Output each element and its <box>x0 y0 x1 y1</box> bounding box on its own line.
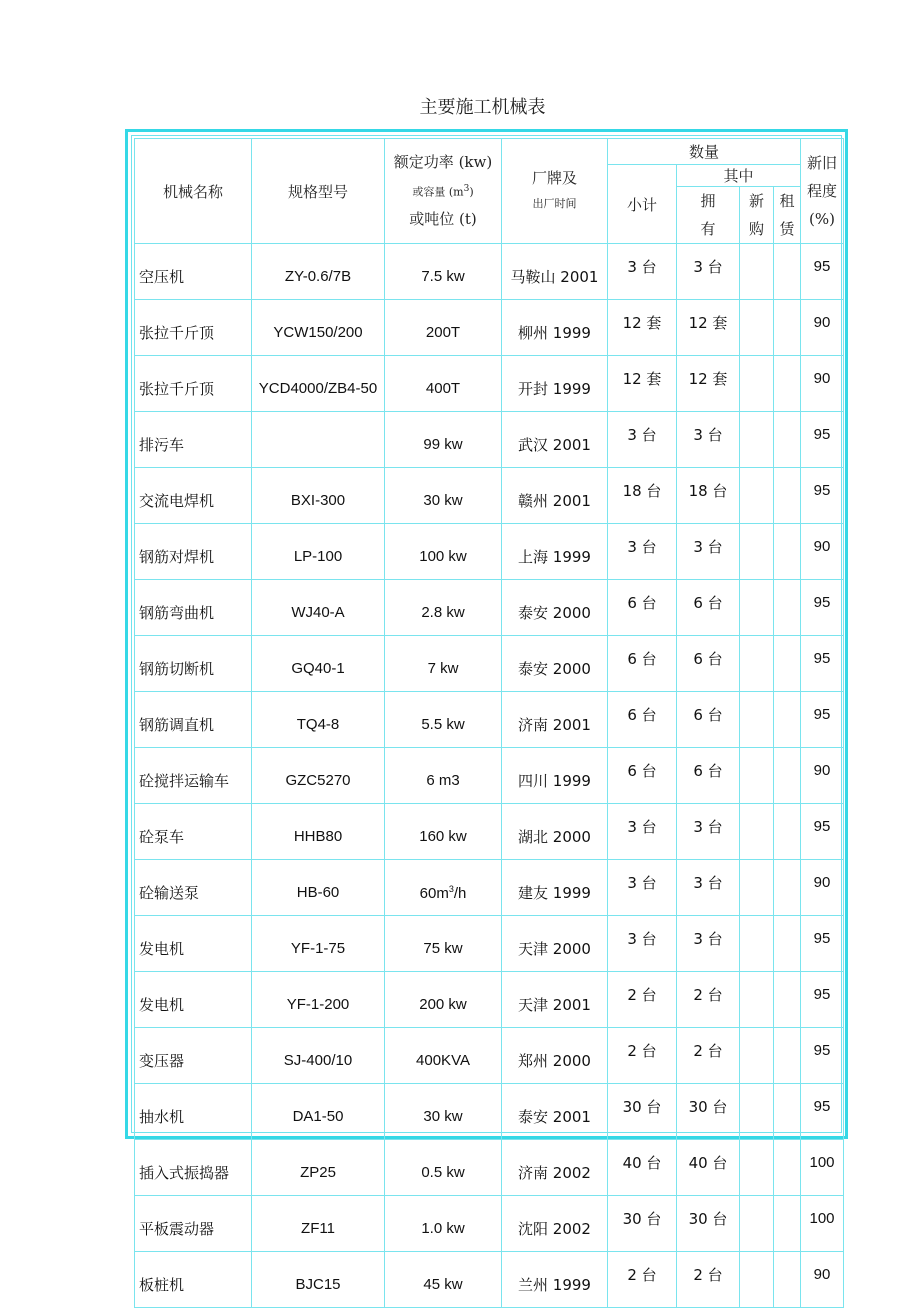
model-cell: BXI-300 <box>252 468 385 524</box>
new-purchase-cell <box>740 412 774 468</box>
machine-name-cell: 排污车 <box>135 412 252 468</box>
machine-name-cell: 变压器 <box>135 1028 252 1084</box>
machine-name-cell: 发电机 <box>135 972 252 1028</box>
condition-cell: 90 <box>801 860 844 916</box>
header-power-line2 <box>385 176 501 206</box>
subtotal-cell: 3 台 <box>608 412 677 468</box>
owned-cell: 3 台 <box>677 524 740 580</box>
subtotal-cell: 12 套 <box>608 356 677 412</box>
power-cell: 45 kw <box>385 1252 502 1308</box>
power-cell: 30 kw <box>385 468 502 524</box>
header-name: 机械名称 <box>135 139 252 244</box>
subtotal-cell: 30 台 <box>608 1196 677 1252</box>
rented-cell <box>774 860 801 916</box>
table-row <box>135 300 844 356</box>
header-rent-char2: 赁 <box>779 220 795 238</box>
owned-cell: 40 台 <box>677 1140 740 1196</box>
power-cell: 6 m3 <box>385 748 502 804</box>
owned-cell: 2 台 <box>677 972 740 1028</box>
model-cell: HB-60 <box>252 860 385 916</box>
subtotal-cell: 3 台 <box>608 916 677 972</box>
condition-cell: 95 <box>801 804 844 860</box>
condition-cell: 95 <box>801 412 844 468</box>
rented-cell <box>774 1196 801 1252</box>
table-row <box>135 1252 844 1308</box>
header-subtotal: 小计 <box>608 165 677 244</box>
condition-cell: 90 <box>801 356 844 412</box>
header-owned-char2: 有 <box>700 220 716 238</box>
power-cell: 400T <box>385 356 502 412</box>
model-cell: TQ4-8 <box>252 692 385 748</box>
table-row <box>135 804 844 860</box>
power-cell: 200T <box>385 300 502 356</box>
power-cell: 5.5 kw <box>385 692 502 748</box>
new-purchase-cell <box>740 860 774 916</box>
new-purchase-cell <box>740 916 774 972</box>
condition-cell: 90 <box>801 524 844 580</box>
table-row <box>135 580 844 636</box>
subtotal-cell: 2 台 <box>608 1252 677 1308</box>
power-cell: 200 kw <box>385 972 502 1028</box>
model-cell: WJ40-A <box>252 580 385 636</box>
power-unit-suffix: /h <box>453 884 467 902</box>
power-cell: 0.5 kw <box>385 1140 502 1196</box>
table-row <box>135 1196 844 1252</box>
brand-year-cell: 建友 1999 <box>502 860 608 916</box>
power-cell <box>385 860 502 916</box>
power-cell: 75 kw <box>385 916 502 972</box>
subtotal-cell: 6 台 <box>608 636 677 692</box>
power-cell: 30 kw <box>385 1084 502 1140</box>
header-quantity: 数量 <box>608 139 801 165</box>
model-cell: DA1-50 <box>252 1084 385 1140</box>
owned-cell: 6 台 <box>677 636 740 692</box>
brand-year-cell: 天津 2000 <box>502 916 608 972</box>
owned-cell: 3 台 <box>677 916 740 972</box>
new-purchase-cell <box>740 300 774 356</box>
rented-cell <box>774 468 801 524</box>
table-row <box>135 748 844 804</box>
brand-year-cell: 泰安 2000 <box>502 580 608 636</box>
brand-year-cell: 天津 2001 <box>502 972 608 1028</box>
model-cell: LP-100 <box>252 524 385 580</box>
power-cell: 1.0 kw <box>385 1196 502 1252</box>
header-brand-line1: 厂牌及 <box>531 169 577 187</box>
new-purchase-cell <box>740 356 774 412</box>
rented-cell <box>774 580 801 636</box>
machine-name-cell: 张拉千斤顶 <box>135 300 252 356</box>
subtotal-cell: 3 台 <box>608 804 677 860</box>
machine-name-cell: 砼输送泵 <box>135 860 252 916</box>
table-row <box>135 412 844 468</box>
brand-year-cell: 湖北 2000 <box>502 804 608 860</box>
owned-cell: 2 台 <box>677 1028 740 1084</box>
rented-cell <box>774 356 801 412</box>
model-cell: YF-1-200 <box>252 972 385 1028</box>
condition-cell: 95 <box>801 636 844 692</box>
machine-name-cell: 钢筋弯曲机 <box>135 580 252 636</box>
owned-cell: 12 套 <box>677 356 740 412</box>
header-power-line2-prefix: 或容量 (m <box>412 185 464 199</box>
owned-cell: 3 台 <box>677 804 740 860</box>
brand-year-cell: 武汉 2001 <box>502 412 608 468</box>
brand-year-cell: 赣州 2001 <box>502 468 608 524</box>
model-cell: ZF11 <box>252 1196 385 1252</box>
owned-cell: 3 台 <box>677 860 740 916</box>
new-purchase-cell <box>740 972 774 1028</box>
header-condition-line2: 程度 <box>806 182 837 200</box>
subtotal-cell: 6 台 <box>608 748 677 804</box>
table-row <box>135 356 844 412</box>
owned-cell: 30 台 <box>677 1196 740 1252</box>
condition-cell: 95 <box>801 916 844 972</box>
table-row <box>135 1028 844 1084</box>
power-cell: 400KVA <box>385 1028 502 1084</box>
model-cell: ZP25 <box>252 1140 385 1196</box>
table-row <box>135 860 844 916</box>
new-purchase-cell <box>740 1140 774 1196</box>
subtotal-cell: 3 台 <box>608 244 677 300</box>
subtotal-cell: 3 台 <box>608 524 677 580</box>
subtotal-cell: 6 台 <box>608 580 677 636</box>
new-purchase-cell <box>740 468 774 524</box>
header-brand <box>502 139 608 244</box>
owned-cell: 30 台 <box>677 1084 740 1140</box>
subtotal-cell: 3 台 <box>608 860 677 916</box>
condition-cell: 95 <box>801 468 844 524</box>
new-purchase-cell <box>740 1084 774 1140</box>
new-purchase-cell <box>740 804 774 860</box>
machine-name-cell: 板桩机 <box>135 1252 252 1308</box>
machine-name-cell: 发电机 <box>135 916 252 972</box>
brand-year-cell: 开封 1999 <box>502 356 608 412</box>
brand-year-cell: 泰安 2000 <box>502 636 608 692</box>
machine-name-cell: 空压机 <box>135 244 252 300</box>
rented-cell <box>774 972 801 1028</box>
header-of-which: 其中 <box>677 165 801 187</box>
condition-cell: 95 <box>801 692 844 748</box>
header-power-line2-suffix: ) <box>469 185 474 199</box>
header-new <box>740 187 774 244</box>
table-row <box>135 1084 844 1140</box>
brand-year-cell: 郑州 2000 <box>502 1028 608 1084</box>
condition-cell: 90 <box>801 300 844 356</box>
new-purchase-cell <box>740 692 774 748</box>
table-row <box>135 692 844 748</box>
header-rent-char1: 租 <box>779 192 795 210</box>
header-owned <box>677 187 740 244</box>
power-cell: 100 kw <box>385 524 502 580</box>
power-cell: 2.8 kw <box>385 580 502 636</box>
machine-name-cell: 平板震动器 <box>135 1196 252 1252</box>
brand-year-cell: 四川 1999 <box>502 748 608 804</box>
machine-name-cell: 插入式振捣器 <box>135 1140 252 1196</box>
subtotal-cell: 2 台 <box>608 1028 677 1084</box>
condition-cell: 90 <box>801 1252 844 1308</box>
model-cell <box>252 412 385 468</box>
brand-year-cell: 沈阳 2002 <box>502 1196 608 1252</box>
condition-cell: 95 <box>801 1084 844 1140</box>
header-brand-line2: 出厂时间 <box>532 197 577 210</box>
power-cell: 160 kw <box>385 804 502 860</box>
subtotal-cell: 2 台 <box>608 972 677 1028</box>
power-value: 60m <box>419 884 449 902</box>
condition-cell: 95 <box>801 1028 844 1084</box>
machinery-table <box>134 138 844 1308</box>
table-row <box>135 972 844 1028</box>
table-row <box>135 916 844 972</box>
condition-cell: 95 <box>801 972 844 1028</box>
table-row <box>135 524 844 580</box>
rented-cell <box>774 1252 801 1308</box>
owned-cell: 12 套 <box>677 300 740 356</box>
brand-year-cell: 马鞍山 2001 <box>502 244 608 300</box>
machine-name-cell: 砼搅拌运输车 <box>135 748 252 804</box>
new-purchase-cell <box>740 580 774 636</box>
brand-year-cell: 济南 2002 <box>502 1140 608 1196</box>
header-power-line1: 额定功率 (kw) <box>393 153 493 172</box>
new-purchase-cell <box>740 748 774 804</box>
brand-year-cell: 泰安 2001 <box>502 1084 608 1140</box>
rented-cell <box>774 1084 801 1140</box>
model-cell: GQ40-1 <box>252 636 385 692</box>
condition-cell: 100 <box>801 1140 844 1196</box>
subtotal-cell: 18 台 <box>608 468 677 524</box>
rented-cell <box>774 692 801 748</box>
model-cell: BJC15 <box>252 1252 385 1308</box>
power-superscript: 3 <box>448 883 454 894</box>
power-cell: 7 kw <box>385 636 502 692</box>
rented-cell <box>774 524 801 580</box>
owned-cell: 6 台 <box>677 748 740 804</box>
owned-cell: 3 台 <box>677 412 740 468</box>
new-purchase-cell <box>740 524 774 580</box>
new-purchase-cell <box>740 1028 774 1084</box>
new-purchase-cell <box>740 244 774 300</box>
header-condition <box>801 139 844 244</box>
condition-cell: 100 <box>801 1196 844 1252</box>
rented-cell <box>774 1140 801 1196</box>
model-cell: ZY-0.6/7B <box>252 244 385 300</box>
rented-cell <box>774 1028 801 1084</box>
subtotal-cell: 40 台 <box>608 1140 677 1196</box>
condition-cell: 95 <box>801 244 844 300</box>
header-power-line2-sup: 3 <box>463 184 470 195</box>
brand-year-cell: 上海 1999 <box>502 524 608 580</box>
machine-name-cell: 钢筋切断机 <box>135 636 252 692</box>
rented-cell <box>774 300 801 356</box>
brand-year-cell: 柳州 1999 <box>502 300 608 356</box>
header-condition-line1: 新旧 <box>806 154 837 172</box>
subtotal-cell: 6 台 <box>608 692 677 748</box>
table-row <box>135 244 844 300</box>
owned-cell: 2 台 <box>677 1252 740 1308</box>
rented-cell <box>774 636 801 692</box>
brand-year-cell: 兰州 1999 <box>502 1252 608 1308</box>
machine-name-cell: 抽水机 <box>135 1084 252 1140</box>
machine-name-cell: 钢筋对焊机 <box>135 524 252 580</box>
header-power-line3: 或吨位 (t) <box>409 209 477 228</box>
page-title: 主要施工机械表 <box>419 97 546 118</box>
model-cell: YCW150/200 <box>252 300 385 356</box>
header-new-char1: 新 <box>748 192 764 210</box>
brand-year-cell: 济南 2001 <box>502 692 608 748</box>
condition-cell: 90 <box>801 748 844 804</box>
new-purchase-cell <box>740 636 774 692</box>
header-condition-line3: (%) <box>809 210 835 228</box>
header-owned-char1: 拥 <box>700 192 716 210</box>
machine-name-cell: 交流电焊机 <box>135 468 252 524</box>
table-frame <box>125 129 848 1294</box>
owned-cell: 18 台 <box>677 468 740 524</box>
owned-cell: 6 台 <box>677 692 740 748</box>
rented-cell <box>774 804 801 860</box>
model-cell: SJ-400/10 <box>252 1028 385 1084</box>
owned-cell: 3 台 <box>677 244 740 300</box>
owned-cell: 6 台 <box>677 580 740 636</box>
subtotal-cell: 30 台 <box>608 1084 677 1140</box>
table-row <box>135 636 844 692</box>
model-cell: YF-1-75 <box>252 916 385 972</box>
machine-name-cell: 砼泵车 <box>135 804 252 860</box>
subtotal-cell: 12 套 <box>608 300 677 356</box>
power-cell: 7.5 kw <box>385 244 502 300</box>
header-power <box>385 139 502 244</box>
model-cell: HHB80 <box>252 804 385 860</box>
header-model: 规格型号 <box>252 139 385 244</box>
table-row <box>135 1140 844 1196</box>
new-purchase-cell <box>740 1252 774 1308</box>
header-new-char2: 购 <box>748 220 764 238</box>
condition-cell: 95 <box>801 580 844 636</box>
machine-name-cell: 张拉千斤顶 <box>135 356 252 412</box>
model-cell: GZC5270 <box>252 748 385 804</box>
power-cell: 99 kw <box>385 412 502 468</box>
rented-cell <box>774 412 801 468</box>
table-row <box>135 468 844 524</box>
machine-name-cell: 钢筋调直机 <box>135 692 252 748</box>
rented-cell <box>774 748 801 804</box>
rented-cell <box>774 244 801 300</box>
new-purchase-cell <box>740 1196 774 1252</box>
model-cell: YCD4000/ZB4-50 <box>252 356 385 412</box>
header-rent <box>774 187 801 244</box>
rented-cell <box>774 916 801 972</box>
